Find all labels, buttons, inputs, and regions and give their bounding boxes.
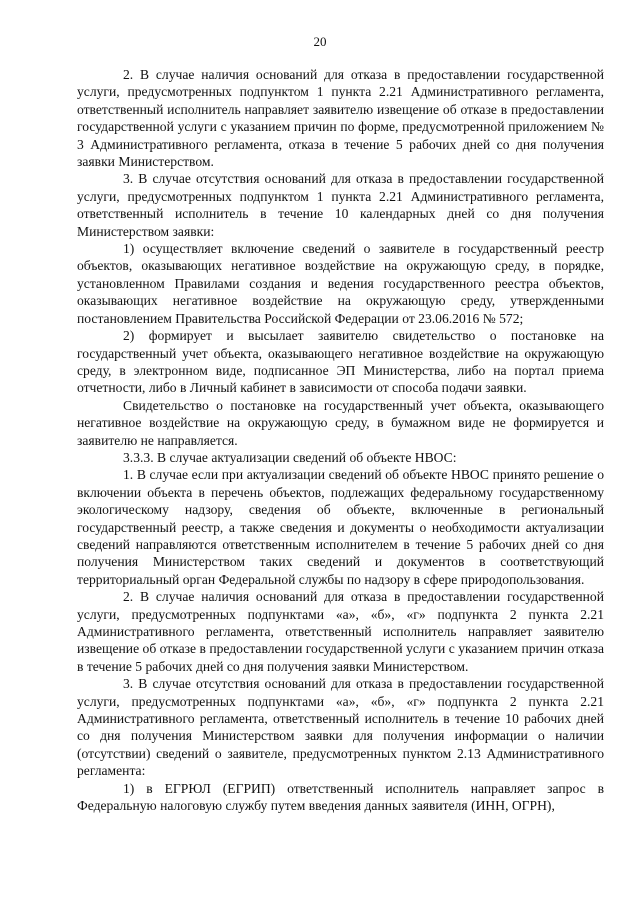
paragraph-refusal-notice: 2. В случае наличия оснований для отказа в предоставлении государственной услуги, предусмотренных подпунктом 1 пункта 2.21 Административного регламента, ответственный исполнитель направляет заявителю извещение об отказе в предоставлении государственной услуги с указанием причин по форме, предусмотренной приложением № 3 Административного регламента, отказа в течение 5 рабочих дней со дня получения заявки Министерством. <box>77 67 604 170</box>
page-number: 20 <box>313 34 327 49</box>
paragraph-federal-transfer: 1. В случае если при актуализации сведений об объекте НВОС принято решение о включении объекта в перечень объектов, подлежащих федеральному государственному экологическому надзору, сведения об объекте, включенные в региональный государственный реестр, а также сведения и документы о необходимости актуализации сведений направляются ответственным исполнителем в течение 5 рабочих дней со дня получения Министерством таких сведений и документов в соответствующий территориальный орган Федеральной службы по надзору в сфере природопользования. <box>77 467 604 587</box>
body-text <box>77 66 604 814</box>
paragraph-registry-inclusion: 1) осуществляет включение сведений о заявителе в государственный реестр объектов, оказывающих негативное воздействие на окружающую среду, в порядке, установленном Правилами создания и ведения государственного реестра объектов, оказывающих негативное воздействие на окружающую среду, утвержденными постановлением Правительства Российской Федерации от 23.06.2016 № 572; <box>77 241 604 326</box>
paragraph-section-heading: 3.3.3. В случае актуализации сведений об объекте НВОС: <box>123 449 457 465</box>
paragraph-certificate-paper: Свидетельство о постановке на государственный учет объекта, оказывающего негативное воздействие на окружающую среду, в бумажном виде не формируется и заявителю не направляется. <box>77 397 604 448</box>
paragraph-no-refusal-grounds: 3. В случае отсутствия оснований для отказа в предоставлении государственной услуги, предусмотренных подпунктом 1 пункта 2.21 Административного регламента, ответственный исполнитель в течение 10 календарных дней со дня получения Министерством заявки: <box>77 171 604 239</box>
paragraph-update-no-refusal: 3. В случае отсутствия оснований для отказа в предоставлении государственной услуги, предусмотренных подпунктами «а», «б», «г» подпункта 2 пункта 2.21 Административного регламента, ответственный исполнитель в течение 10 рабочих дней со дня получения Министерством заявки для получения информации о наличии (отсутствии) сведений о заявителе, предусмотренных пунктом 2.13 Административного регламента: <box>77 676 604 779</box>
paragraph-update-refusal: 2. В случае наличия оснований для отказа в предоставлении государственной услуги, предусмотренных подпунктами «а», «б», «г» подпункта 2 пункта 2.21 Административного регламента, ответственный исполнитель направляет заявителю извещение об отказе в предоставлении государственной услуги с указанием причин отказа в течение 5 рабочих дней со дня получения заявки Министерством. <box>77 589 604 674</box>
paragraph-certificate-issue: 2) формирует и высылает заявителю свидетельство о постановке на государственный учет объекта, оказывающего негативное воздействие на окружающую среду, в электронном виде, подписанное ЭП Министерства, либо на портал приема отчетности, либо в Личный кабинет в зависимости от способа подачи заявки. <box>77 328 604 396</box>
paragraph-egrul-request: 1) в ЕГРЮЛ (ЕГРИП) ответственный исполнитель направляет запрос в Федеральную налоговую службу путем введения данных заявителя (ИНН, ОГРН), <box>77 780 604 814</box>
